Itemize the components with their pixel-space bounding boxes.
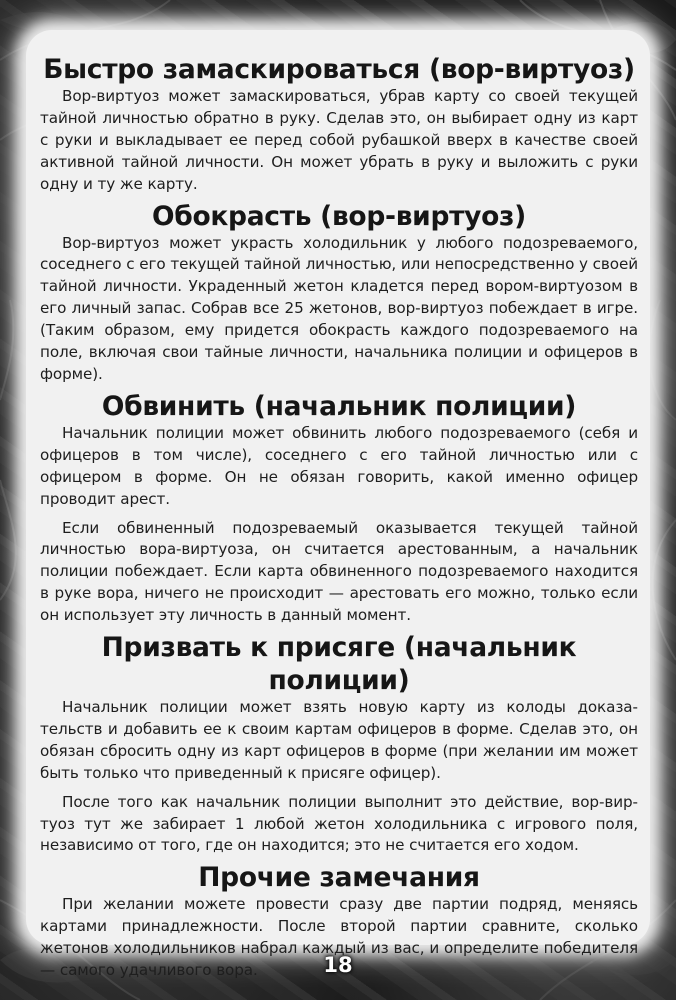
rules-content [40, 53, 638, 986]
section-steal [40, 200, 638, 386]
section-paragraph: Начальник полиции может обвинить любого подозреваемого (себя и офицеров в том числе), соседнего с его тайной личностью или с офицером в форме. Он не обязан говорить, какой именно офицер проводит арест. [40, 423, 638, 508]
section-paragraph: После того как начальник полиции выполнит это действие, вор-виртуоз тут же забирает 1 любой жетон холодильника с игрового поля, независимо от того, где он находится; это не считается его ходом. [40, 792, 638, 855]
section-title: Прочие замечания [198, 862, 480, 894]
section-title: Обвинить (начальник полиции) [101, 390, 577, 422]
section-paragraph: Вор-виртуоз может украсть холодильник у любого подозреваемого, соседнего с его текущей тайной личностью, или непосредственно у своей тайной личности. Украденный жетон кладется перед вором-виртуозом в его личный запас. Собрав все 25 жетонов, вор-виртуоз побеждает в игре. (Таким образом, ему придется обокрасть каждого подозреваемого на поле, включая свои тайные личности, начальника полиции и офицеров в форме). [40, 233, 638, 383]
section-title: Обокрасть (вор-виртуоз) [152, 200, 526, 232]
section-disguise [40, 53, 638, 196]
page-number: 18 [323, 953, 353, 977]
section-title: Призвать к присяге (начальник полиции) [101, 632, 577, 697]
section-paragraph: Вор-виртуоз может замаскироваться, убрав карту со своей текущей тайной личностью обратно в руку. Сделав это, он выбирает одну из карт с руки и выкладывает ее перед собой рубашкой вверх в качестве своей активной тайной личности. Он может убрать в руку и выложить с руки одну и ту же карту. [40, 87, 638, 193]
section-title: Быстро замаскироваться (вор-виртуоз) [43, 54, 635, 85]
section-paragraph: При желании можете провести сразу две партии подряд, меняясь картами принадлежности. После второй партии сравните, сколько жетонов холодильников набрал каждый из вас, и определите победителя — самого удачливого вора. [40, 895, 638, 980]
section-swear-in [40, 631, 638, 857]
section-paragraph: Если обвиненный подозреваемый оказывается текущей тайной личностью вора-виртуоза, он считается арестованным, а начальник полиции побеждает. Если карта обвиненного подозреваемого находится в руке вора, ничего не происходит — арестовать его можно, только если он использует эту личность в данный момент. [40, 518, 638, 625]
section-accuse [40, 390, 638, 627]
section-paragraph: Начальник полиции может взять новую карту из колоды доказательств и добавить ее к своим картам офицеров в форме. Сделав это, он обязан сбросить одну из карт офицеров в форме (при желании им может быть только что приведенный к присяге офицер). [40, 698, 638, 782]
